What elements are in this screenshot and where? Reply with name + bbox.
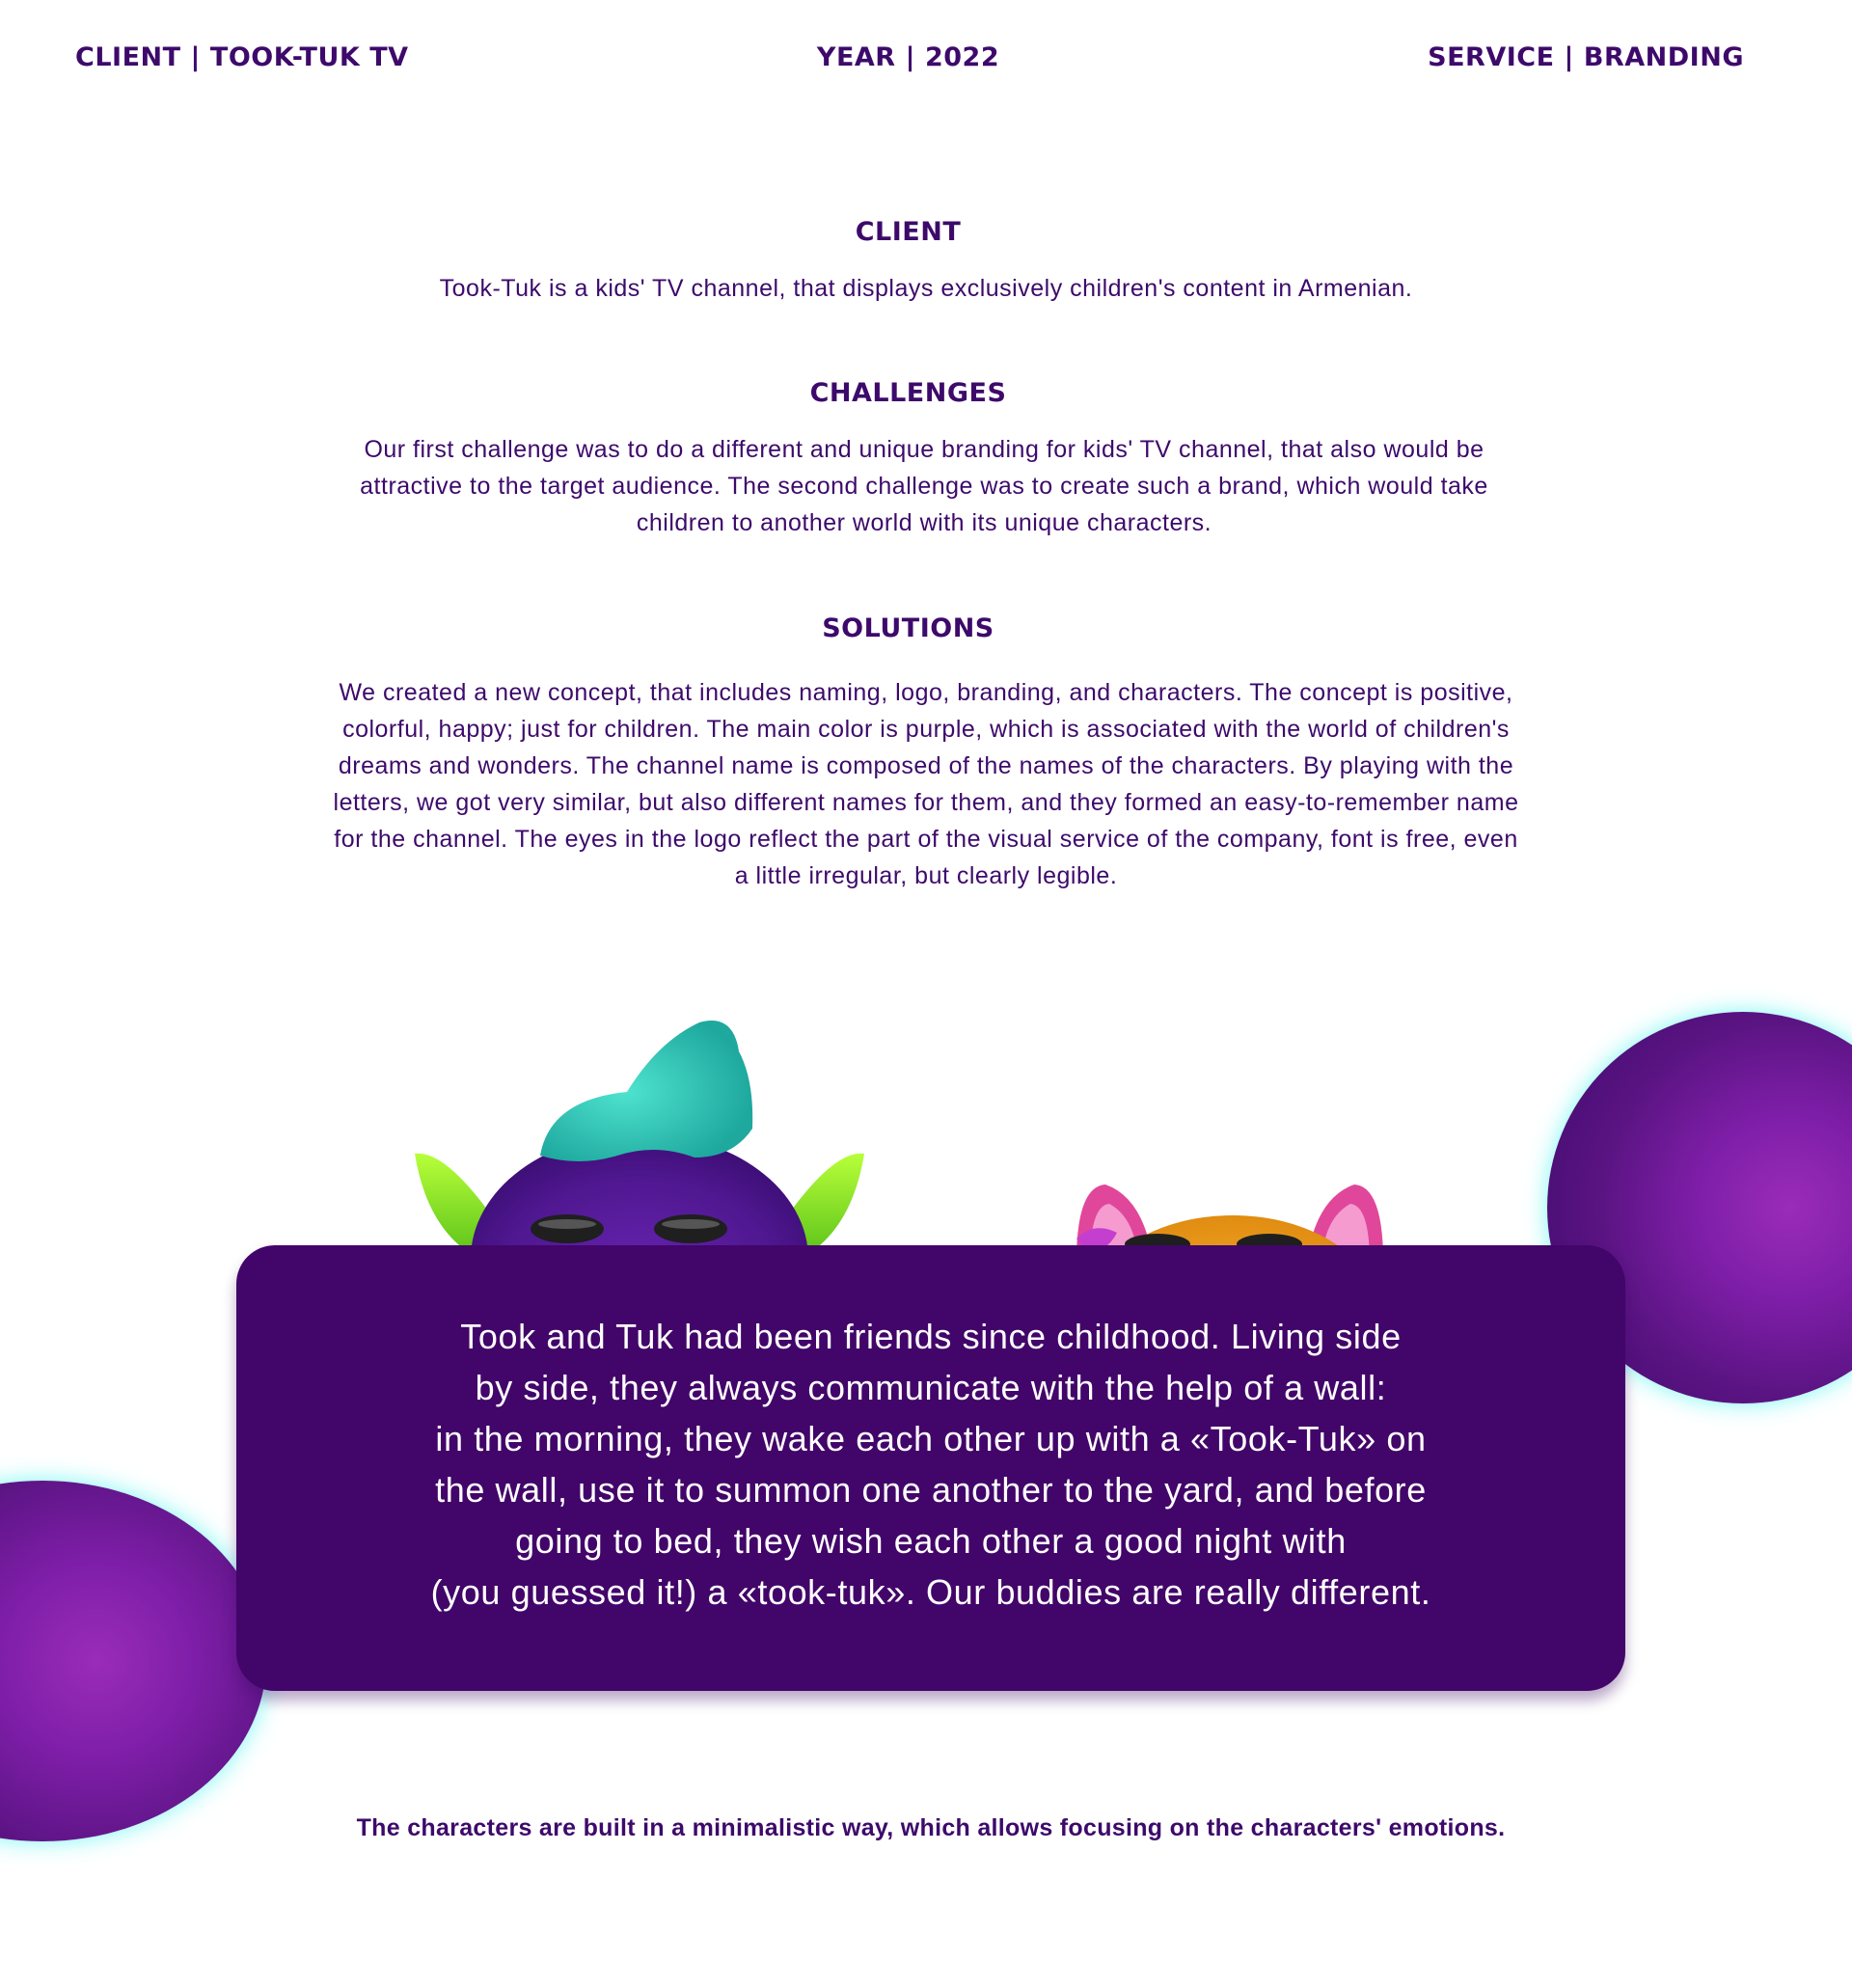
characters-note: The characters are built in a minimalistic way, which allows focusing on the characters' emotions. — [356, 1814, 1506, 1841]
meta-separator: | — [905, 42, 915, 72]
meta-separator: | — [1564, 42, 1574, 72]
meta-separator: | — [190, 42, 201, 72]
story-text: Took and Tuk had been friends since childhood. Living side by side, they always communicate with the help of a wall: in the morning, they wake each other up with a «Took-Tuk» on the wall, use it to summon one another to the yard, and before going to bed, they wish each other a good night with (you guessed it!) a «took-tuk». Our buddies are really different. — [430, 1317, 1431, 1612]
meta-service — [1428, 39, 1744, 77]
meta-year-label: YEAR — [816, 42, 896, 72]
took-hair — [540, 1021, 752, 1161]
meta-client-value: TOOK-TUK TV — [209, 42, 409, 72]
section-text-client: Took-Tuk is a kids' TV channel, that displays exclusively children's content in Armenian. — [439, 275, 1413, 302]
section-text-solutions: We created a new concept, that includes naming, logo, branding, and characters. The concept is positive, colorful, happy; just for children. The main color is purple, which is associated with the world of children's dreams and wonders. The channel name is composed of the names of the characters. By playing with the letters, we got very similar, but also different names for them, and they formed an easy-to-remember name for the channel. The eyes in the logo reflect the part of the visual service of the company, font is free, even a little irregular, but clearly legible. — [333, 679, 1519, 889]
section-title-solutions: SOLUTIONS — [822, 613, 994, 643]
meta-service-value: BRANDING — [1583, 42, 1744, 72]
decorative-orb-left — [0, 1481, 266, 1841]
character-took-illustration — [405, 1013, 868, 1254]
took-body — [471, 1133, 808, 1254]
section-title-challenges: CHALLENGES — [809, 378, 1007, 408]
story-panel — [236, 1245, 1625, 1691]
meta-service-label: SERVICE — [1428, 42, 1555, 72]
section-text-challenges: Our first challenge was to do a different and unique branding for kids' TV channel, that also would be attractive to the target audience. The second challenge was to create such a brand, which would take children to another world with its unique characters. — [360, 436, 1488, 536]
section-title-client: CLIENT — [855, 217, 962, 247]
meta-year-value: 2022 — [924, 42, 1000, 72]
meta-client-label: CLIENT — [75, 42, 181, 72]
